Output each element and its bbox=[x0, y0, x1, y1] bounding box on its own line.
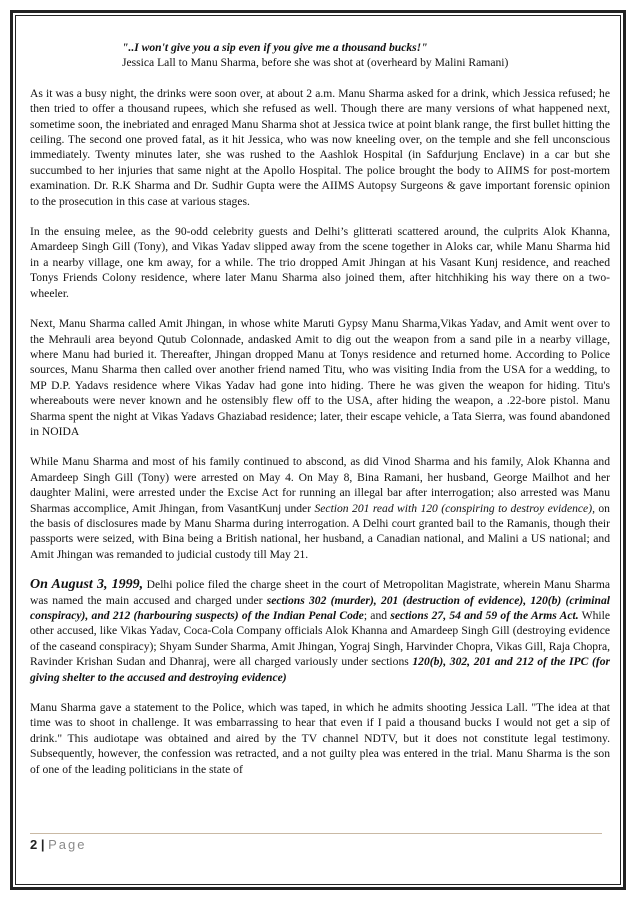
document-body bbox=[30, 40, 610, 792]
paragraph-5-other-sections: 120(b), 302, 201 and 212 of the IPC (for giving shelter to the accused and destroying evidence) bbox=[30, 655, 611, 684]
paragraph-4-text-b: on the basis of disclosures made by Manu Sharma during interrogation. A Delhi court granted bail to the Ramanis, though their passports were seized, with Bina being a British national, her husband, a Canadian national, and Malini a US national; and Amit Jhingan was remanded to judicial custody till May 21. bbox=[30, 501, 610, 561]
page-number: 2 bbox=[30, 837, 38, 852]
page-label: Page bbox=[48, 837, 87, 852]
page-footer bbox=[30, 837, 87, 852]
footer-divider bbox=[30, 833, 602, 834]
paragraph-4 bbox=[30, 454, 610, 562]
quote-attribution: Jessica Lall to Manu Sharma, before she was shot at (overheard by Malini Ramani) bbox=[122, 56, 509, 70]
paragraph-1: As it was a busy night, the drinks were soon over, at about 2 a.m. Manu Sharma asked for a drink, which Jessica refused; he then tried to offer a thousand rupees, which she refused as well. Though there are many versions of what happened next, sometime soon, the inebriated and enraged Manu Sharma shot at Jessica twice at point blank range, the first bullet hitting the ceiling. The second one proved fatal, as it hit Jessica, who was now kneeling over, on the temple and she fell unconscious immediately. Twenty minutes later, she was rushed to the Aashlok Hospital (in Safdurjung Enclave) in a car but she succumbed to her injuries that same night at the Apollo Hospital. The police brought the body to AIIMS for post-mortem examination. Dr. R.K Sharma and Dr. Sudhir Gupta were the AIIMS Autopsy Surgeons & gave important forensic opinion to the prosecution in this case at various stages. bbox=[30, 86, 610, 208]
paragraph-2: In the ensuing melee, as the 90-odd celebrity guests and Delhi’s glitterati scattered around, the culprits Alok Khanna, Amardeep Singh Gill (Tony), and Vikas Yadav slipped away from the scene together in Aloks car, while Manu Sharma hid in a nearby village, one km away, for a while. The trio dropped Amit Jhingan at his Vasant Kunj residence, and reached Tonys Friends Colony residence, where later Manu Sharma also joined them, after hitchhiking his way there on a two-wheeler. bbox=[30, 225, 610, 300]
paragraph-5-lead-date: On August 3, 1999, bbox=[30, 577, 144, 593]
paragraph-4-section-ref: Section 201 read with 120 (conspiring to destroy evidence), bbox=[314, 501, 595, 515]
paragraph-5-ipc-sections: sections 302 (murder), 201 (destruction of evidence), 120(b) (criminal conspiracy), and 212 (harbouring suspects) of the Indian Penal Code bbox=[30, 593, 610, 622]
paragraph-5-text-d: While other accused, like Vikas Yadav, Coca-Cola Company officials Alok Khanna and Amardeep Singh Gill (destroying evidence of the caseand conspiracy); Shyam Sunder Sharma, Amit Jhingan, Yograj Singh, Harvinder Chopra, Vikas Gill, Raja Chopra, Ravinder Krishan Sudan and Dhanraj, were all charged variously under sections bbox=[30, 609, 610, 669]
epigraph-quote bbox=[122, 40, 610, 71]
paragraph-5-text-a: Delhi police filed the charge sheet in the court of Metropolitan Magistrate, wherein Manu Sharma was named the main accused and charged under bbox=[30, 578, 611, 607]
paragraph-5-text-c: ; and bbox=[363, 609, 391, 622]
quote-text: "..I won't give you a sip even if you give me a thousand bucks!" bbox=[122, 41, 428, 54]
paragraph-5-arms-act-sections: sections 27, 54 and 59 of the Arms Act. bbox=[390, 609, 579, 622]
footer-separator: | bbox=[40, 837, 45, 852]
paragraph-3: Next, Manu Sharma called Amit Jhingan, in whose white Maruti Gypsy Manu Sharma,Vikas Yadav, and Amit went over to the Mehrauli area beyond Qutub Colonnade, andasked Amit to dig out the weapon from a sand pile in a nearby village, where Manu had buried it. Thereafter, Jhingan dropped Manu at Tonys residence and returned home. According to Police sources, Manu Sharma then called over another friend named Titu, who was visiting India from the USA for a wedding, to MP D.P. Yadavs residence where Vikas Yadav had gone into hiding. There he was given the weapon for hiding. Titu's whereabouts were never known and he ostensibly flew off to the USA, after hiding the weapon, a .22-bore pistol. Manu Sharma spent the night at Vikas Yadavs Ghaziabad residence; later, their escape vehicle, a Tata Sierra, was found abandoned in NOIDA bbox=[30, 317, 610, 438]
paragraph-4-text-a: While Manu Sharma and most of his family continued to abscond, as did Vinod Sharma and his family, Alok Khanna and Amardeep Singh Gill (Tony) were arrested on May 4. On May 8, Bina Ramani, her husband, George Mailhot and her daughter Malini, were arrested under the Excise Act for running an illegal bar after interrogation; also arrested was Manu Sharmas accomplice, Amit Jhingan, from VasantKunj under bbox=[30, 455, 610, 515]
paragraph-6: Manu Sharma gave a statement to the Police, which was taped, in which he admits shooting Jessica Lall. "The idea at that time was to shoot in challenge. It was embarrassing to hear that even if I paid a thousand bucks I would not get a sip of drink." This audiotape was obtained and aired by the TV channel NDTV, but it does not constitute legal testimony. Subsequently, however, the confession was retracted, and a not guilty plea was entered in the trial. Manu Sharma is the son of one of the leading politicians in the state of bbox=[30, 701, 610, 776]
paragraph-5 bbox=[30, 577, 610, 685]
